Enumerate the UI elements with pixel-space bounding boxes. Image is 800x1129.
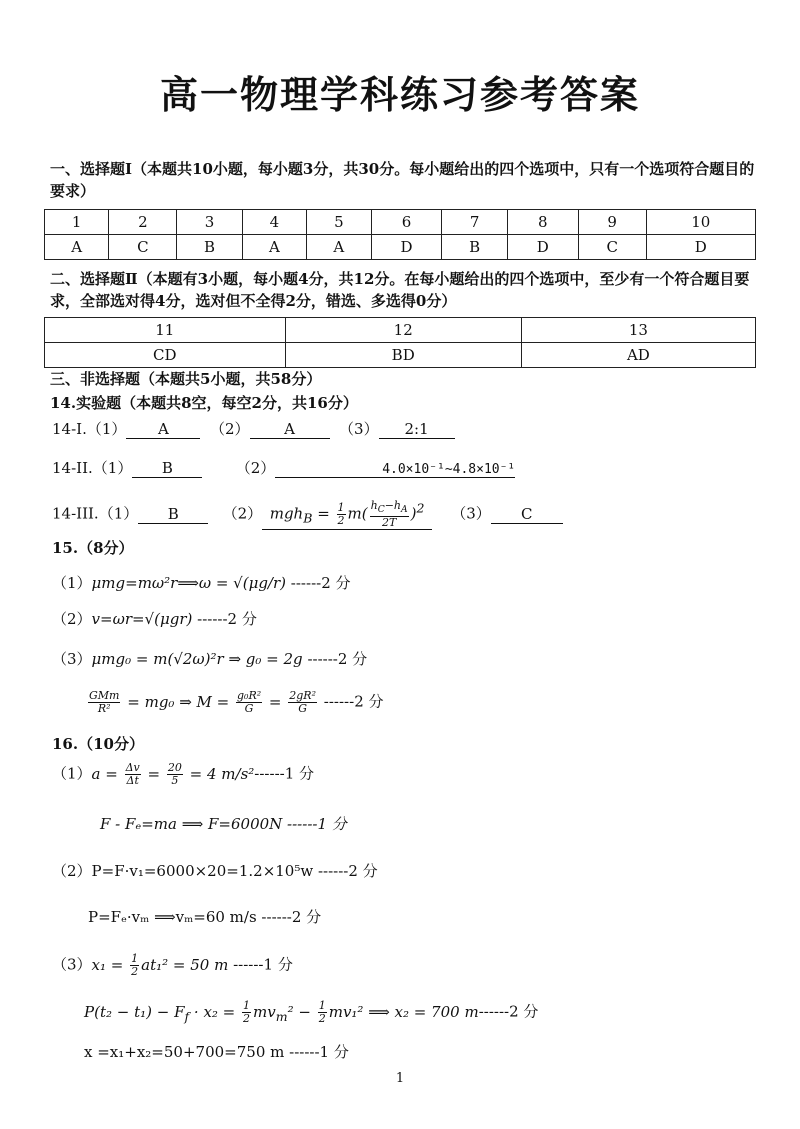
q16-3a: （3）x₁ = $\frac{1}{2}$ at₁² = 50 m ------1 分 (52, 952, 293, 978)
q14-3: 14-III.（1） B （2） mgh$_B$ = $\frac{1}{2}$ m( $\frac{h_C-h_A}{2T}$ )$^2$ （3） C (52, 500, 563, 530)
table-cell: 6 (371, 210, 442, 235)
q14-heading: 14.实验题（本题共8空，每空2分，共16分） (50, 394, 358, 412)
table-cell: BD (285, 343, 521, 368)
q16-2a: （2）P=F·v₁=6000×20=1.2×10⁵w ------2 分 (52, 862, 378, 880)
q15-4: $\frac{\text{GMm}}{\text{R²}}$ = mg₀ ⇒ M = $\frac{\text{g₀R²}}{G}$ = $\frac{\text{2gR²}}{G}$ ------2 分 (89, 689, 384, 715)
section2-table (44, 317, 756, 368)
table-cell: 1 (45, 210, 109, 235)
q15-3: （3）μmg₀ = m(√2ω)²r ⇒ g₀ = 2g ------2 分 (52, 650, 368, 668)
q16-heading: 16.（10分） (52, 735, 144, 753)
q16-1b: F - Fₑ=ma ⟹ F=6000N ------1 分 (100, 815, 347, 833)
section3-heading: 三、非选择题（本题共5小题，共58分） (50, 370, 322, 388)
q16-1a: （1）a = $\frac{\Delta v}{\Delta t}$ = $\frac{20}{5}$ = 4 m/s²------1 分 (52, 761, 315, 787)
table-cell: CD (45, 343, 286, 368)
table-cell: C (578, 235, 646, 260)
table-cell: 12 (285, 318, 521, 343)
table-cell: C (109, 235, 177, 260)
section1-table (44, 209, 756, 260)
table-cell: A (307, 235, 371, 260)
page-number: 1 (395, 1071, 405, 1086)
q14-1: 14-I.（1） A （2） A （3） 2:1 (52, 418, 455, 439)
q14-2: 14-II.（1） B （2） 4.0×10⁻¹~4.8×10⁻¹ (52, 459, 516, 477)
table-cell: D (507, 235, 578, 260)
table-cell: 10 (646, 210, 755, 235)
table-cell: 5 (307, 210, 371, 235)
table-cell: 11 (45, 318, 286, 343)
q15-heading: 15.（8分） (52, 539, 134, 557)
table-cell: 9 (578, 210, 646, 235)
table-cell: A (45, 235, 109, 260)
table-cell: D (371, 235, 442, 260)
q16-2b: P=Fₑ·vₘ ⟹vₘ=60 m/s ------2 分 (88, 908, 322, 926)
q15-1: （1）μmg=mω²r⟹ω = √(μg/r) ------2 分 (52, 574, 351, 592)
table-cell: 4 (242, 210, 306, 235)
q16-3b: $P(t_2 - t_1) - F_f \cdot x_2$ = $\frac{1}{2}$ $mv_m^2$ − $\frac{1}{2}$ mv₁² ⟹ x₂ = 700 m------2 分 (84, 999, 539, 1025)
table-cell: AD (521, 343, 755, 368)
table-cell: 13 (521, 318, 755, 343)
section2-heading: 二、选择题Ⅱ（本题有3小题，每小题4分，共12分。在每小题给出的四个选项中，至少有一个符合题目要求，全部选对得4分，选对但不全得2分，错选、多选得0分） (50, 270, 750, 310)
table-cell: B (442, 235, 507, 260)
section1-heading: 一、选择题Ⅰ（本题共10小题，每小题3分，共30分。每小题给出的四个选项中，只有一个选项符合题目的要求） (50, 160, 755, 200)
table-cell: 2 (109, 210, 177, 235)
page-title: 高一物理学科练习参考答案 (159, 73, 640, 117)
table-cell: 3 (177, 210, 242, 235)
table-cell: D (646, 235, 755, 260)
table-cell: A (242, 235, 306, 260)
table-cell: 8 (507, 210, 578, 235)
q16-3c: x =x₁+x₂=50+700=750 m ------1 分 (84, 1043, 349, 1061)
table-cell: 7 (442, 210, 507, 235)
table-cell: B (177, 235, 242, 260)
q15-2: （2）v=ωr=√(μgr) ------2 分 (52, 610, 257, 628)
